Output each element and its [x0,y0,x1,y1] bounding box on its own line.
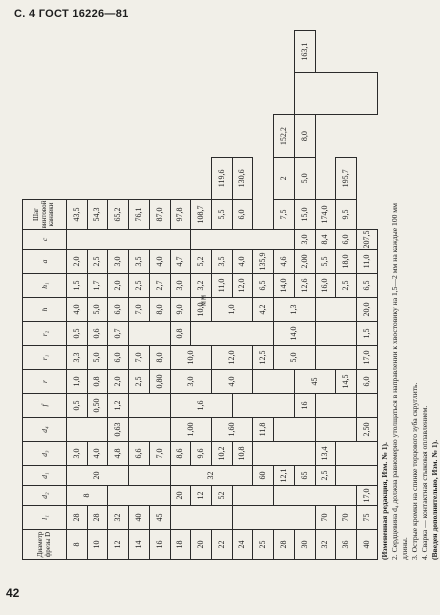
table-cell [129,322,170,346]
table-cell: 3,3 [67,346,88,370]
table-cell: 9,5 [336,200,357,230]
table-cell: 32 [170,466,253,486]
table-cell: 2,0 [108,370,129,394]
table-cell: 3,5 [129,250,150,274]
table-cell: 0,80 [149,370,170,394]
table-row [129,31,150,560]
table-cell: 3,5 [212,250,233,274]
table-cell: 174,0 [315,200,336,230]
table-cell: 8,0 [149,346,170,370]
table-cell: 3,2 [191,274,212,298]
table-cell: 2,0 [108,274,129,298]
note-2: 2. Сердцевина d₄ должна равномерно утолщаться в направлении к хвостовику на 1,5—2 мм на каждые 100 мм [390,203,399,560]
dimensions-table [22,30,378,560]
table-row [253,31,274,560]
page-header: С. 4 ГОСТ 16226—81 [14,8,129,20]
table-row [294,31,315,560]
table-cell [232,394,294,418]
table-cell: 3,0 [294,230,315,250]
column-header: f [23,394,67,418]
table-cell: 10 [87,530,108,560]
table-cell [315,346,356,370]
note-3: 3. Острые кромки на спинке торцового зуба скруглить. [410,382,419,560]
table-cell: 14,5 [336,370,357,394]
table-cell: 9,0 [170,298,191,322]
table-cell: 24 [232,530,253,560]
table-cell: 45 [294,370,335,394]
table-cell: 6,6 [129,442,150,466]
table-cell: 0,7 [108,322,129,346]
table-cell: 7,0 [149,442,170,466]
table-cell: 97,8 [170,200,191,230]
table-cell [232,486,273,506]
table-cell: 2,0 [67,250,88,274]
table-cell [294,73,377,115]
column-header: d₄ [23,418,67,442]
table-cell: 0,6 [87,322,108,346]
table-cell: 1,0 [67,370,88,394]
table-cell: 163,1 [294,31,315,73]
table-cell: 4,0 [212,370,253,394]
table-cell: 1,0 [212,298,253,322]
table-cell [336,442,378,466]
column-header: r₂ [23,322,67,346]
table-row [170,31,191,560]
note-2-cont: длины. [400,537,409,560]
table-cell: 152,2 [274,115,295,157]
column-header: c [23,230,67,250]
table-cell: 8,0 [149,298,170,322]
table-cell: 12 [108,530,129,560]
table-cell: 3,0 [170,274,191,298]
table-cell: 28 [67,506,88,530]
table-cell: 5,0 [87,298,108,322]
table-cell: 14 [129,530,150,560]
table-cell: 2,00 [294,250,315,274]
table-header-row [23,31,67,560]
table-cell: 87,0 [149,200,170,230]
table-cell: 7,5 [274,200,295,230]
table-cell: 3,0 [170,370,211,394]
table-cell: 18,0 [336,250,357,274]
table-cell: 2,7 [149,274,170,298]
table-cell: 52 [212,486,233,506]
table-cell: 3,0 [108,250,129,274]
table-cell: 45 [149,506,170,530]
table-cell: 1,5 [357,322,378,346]
table-cell: 20 [191,530,212,560]
table-cell: 1,60 [212,418,253,442]
column-header: h₁ [23,274,67,298]
table-cell: 60 [253,466,274,486]
table-cell: 207,5 [357,230,378,250]
table-cell: 6,0 [108,298,129,322]
table-cell: 20,0 [357,298,378,322]
table-cell: 70 [315,506,336,530]
table-cell [170,506,232,530]
table-cell: 12,0 [212,346,253,370]
table-cell: 4,0 [67,298,88,322]
table-cell: 8 [67,486,108,506]
table-cell: 6,5 [253,274,274,298]
table-cell: 5,5 [315,250,336,274]
table-cell: 14,0 [274,274,295,298]
page-number: 42 [6,586,20,600]
table-cell [129,418,170,442]
table-cell: 4,8 [108,442,129,466]
table-cell: 195,7 [336,157,357,199]
table-cell: 5,0 [294,157,315,199]
column-header: a [23,250,67,274]
table-cell: 5,0 [87,346,108,370]
table-cell: 32 [108,506,129,530]
table-cell: 0,50 [87,394,108,418]
table-cell: 16 [149,530,170,560]
table-cell: 1,5 [67,274,88,298]
note-introduced: (Введен дополнительно, Изм. № 1). [430,439,439,560]
table-cell: 14,0 [274,322,315,346]
table-cell [315,322,356,346]
table-cell [108,486,170,506]
table-cell: 12,6 [294,274,315,298]
table-cell [253,370,294,394]
table-cell: 12 [191,486,212,506]
table-cell: 8,6 [170,442,191,466]
table-cell: 7,0 [129,298,150,322]
table-cell: 6,0 [108,346,129,370]
table-cell: 70 [336,506,357,530]
table-cell: 5,5 [212,200,233,230]
column-header: r [23,370,67,394]
table-cell: 10,0 [170,346,211,370]
table-cell [191,230,295,250]
table-cell: 2,5 [129,370,150,394]
table-row [67,31,88,560]
table-cell: 28 [274,530,295,560]
table-cell: 1,3 [274,298,315,322]
table-cell: 0,5 [67,322,88,346]
table-cell: 8,0 [294,115,315,157]
table-cell: 108,7 [191,200,212,230]
table-cell: 76,1 [129,200,150,230]
table-cell: 4,2 [253,298,274,322]
table-cell [129,394,170,418]
table-cell [67,418,108,442]
table-cell: 32 [315,530,336,560]
column-header: d₁ [23,466,67,486]
table-cell: 75 [357,506,378,530]
note-4: 4. Сварка — контактная стыковая оплавлением. [420,405,429,560]
table-cell: 22 [212,530,233,560]
table-cell: 16,0 [315,274,336,298]
table-cell [67,230,191,250]
table-cell [315,298,356,322]
table-cell: 10,2 [212,442,233,466]
table-cell: 4,0 [232,250,253,274]
table-cell: 8 [67,530,88,560]
table-cell: 40 [357,530,378,560]
table-cell: 17,0 [357,346,378,370]
table-cell: 1,2 [108,394,129,418]
table-cell: 25 [253,530,274,560]
table-cell: 0,5 [67,394,88,418]
note-amendment: (Измененная редакция, Изм. № 1). [380,442,389,560]
table-cell [274,486,357,506]
table-cell [274,418,315,442]
table-cell: 1,6 [170,394,232,418]
rotated-content [22,30,439,560]
table-cell: 4,7 [170,250,191,274]
table-cell: 4,0 [87,442,108,466]
table-cell: 5,0 [274,346,315,370]
table-cell: 30 [294,530,315,560]
table-cell: 10,0 [191,298,212,322]
table-cell: 12,1 [274,466,295,486]
table-cell: 2,5 [129,274,150,298]
table-cell: 8,4 [315,230,336,250]
table-row [274,31,295,560]
table-cell: 130,6 [232,157,253,199]
unit-label: мм [198,293,208,307]
table-cell: 10,8 [232,442,253,466]
table-cell: 11,0 [212,274,233,298]
table-cell: 1,7 [87,274,108,298]
table-cell: 65 [294,466,315,486]
column-header: r₁ [23,346,67,370]
column-header: l₁ [23,506,67,530]
table-cell: 13,4 [315,442,336,466]
table-cell: 2,5 [315,466,336,486]
table-cell [232,506,315,530]
table-cell: 54,3 [87,200,108,230]
table-cell: 119,6 [212,157,233,199]
table-cell: 4,0 [149,250,170,274]
table-cell: 28 [87,506,108,530]
table-cell: 20 [67,466,129,486]
table-cell: 11,8 [253,418,274,442]
table-cell: 6,0 [357,370,378,394]
table-cell: 1,00 [170,418,211,442]
table-cell: 2,5 [87,250,108,274]
footnotes [380,30,440,560]
column-header: h [23,298,67,322]
table-cell: 43,5 [67,200,88,230]
column-header: Шаг винтовой канавки [23,200,67,230]
table-cell: 11,0 [357,250,378,274]
table-cell: 2,5 [336,274,357,298]
column-header: Диаметр фрезы D [23,530,67,560]
table-cell: 12,0 [232,274,253,298]
table-cell: 5,2 [191,250,212,274]
table-cell: 135,9 [253,250,274,274]
table-cell [315,418,356,442]
table-cell [129,466,170,486]
table-cell: 2,50 [357,418,378,442]
table-cell: 6,0 [336,230,357,250]
table-cell [315,394,356,418]
table-cell: 12,5 [253,346,274,370]
table-cell: 0,8 [87,370,108,394]
table-cell: 65,2 [108,200,129,230]
table-cell: 16 [294,394,315,418]
table-cell: 4,6 [274,250,295,274]
table-cell: 20 [170,486,191,506]
table-cell [357,394,378,418]
table-cell: 17,0 [357,486,378,506]
column-header: d₃ [23,442,67,466]
table-cell: 0,63 [108,418,129,442]
table-cell: 3,0 [67,442,88,466]
table-cell: 36 [336,530,357,560]
table-cell: 7,0 [129,346,150,370]
table-cell [191,322,274,346]
table-cell: 18 [170,530,191,560]
table-cell: 40 [129,506,150,530]
table-cell: 2 [274,157,295,199]
table-cell: 6,5 [357,274,378,298]
column-header: d₂ [23,486,67,506]
table-cell [253,442,315,466]
table-cell: 0,8 [170,322,191,346]
table-cell: 9,6 [191,442,212,466]
table-cell: 6,0 [232,200,253,230]
table-cell: 15,0 [294,200,315,230]
table-cell [336,466,378,486]
